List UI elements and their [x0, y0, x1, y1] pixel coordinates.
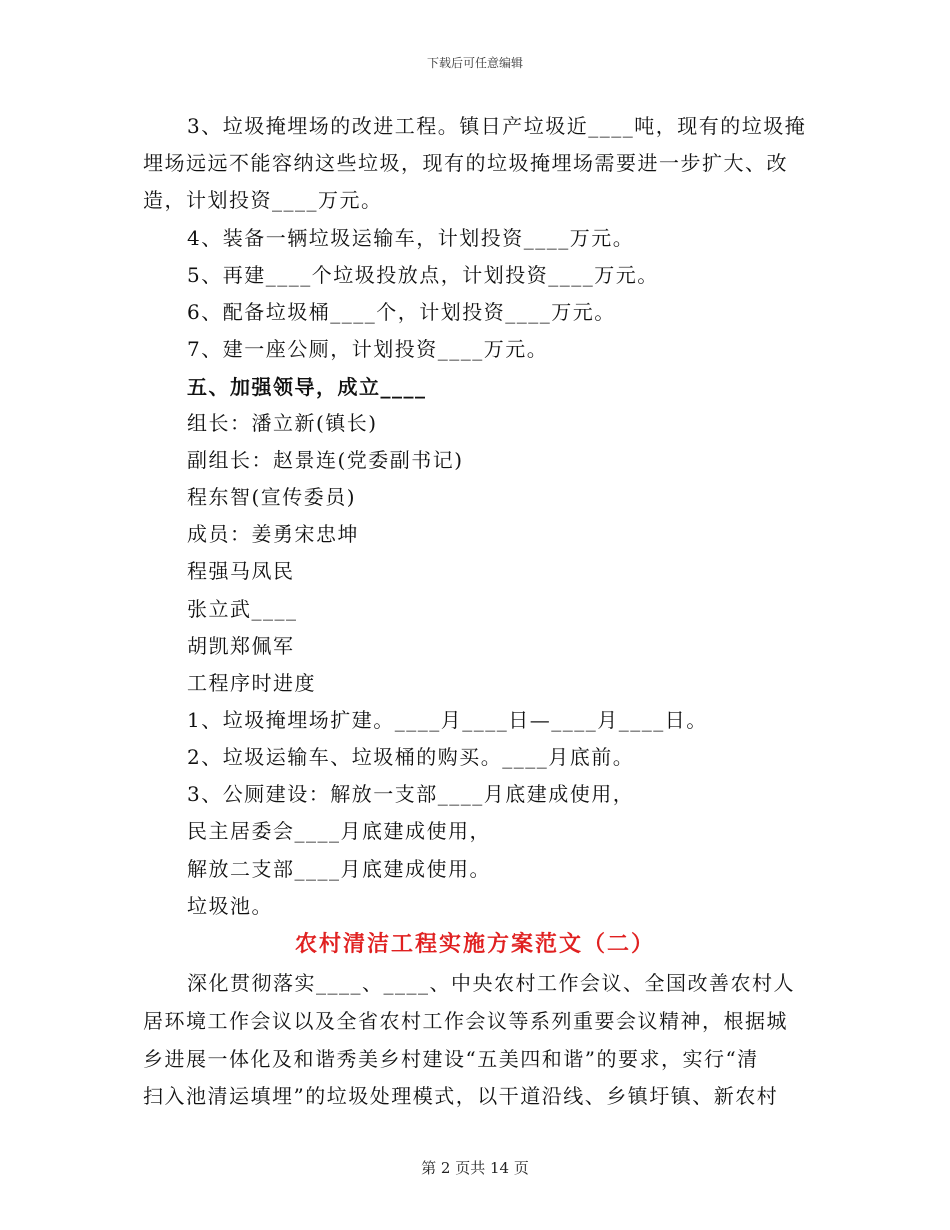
body-line: 民主居委会____月底建成使用， [187, 819, 491, 843]
paragraph-line: 乡进展一体化及和谐秀美乡村建设“五美四和谐”的要求，实行“清 [143, 1047, 759, 1071]
body-line: 1、垃圾掩埋场扩建。____月____日—____月____日。 [187, 708, 708, 732]
body-line: 7、建一座公厕，计划投资____万元。 [187, 337, 549, 361]
body-line: 6、配备垃圾桶____个，计划投资____万元。 [187, 300, 616, 324]
body-line: 3、公厕建设：解放一支部____月底建成使用， [187, 782, 635, 806]
paragraph-line: 居环境工作会议以及全省农村工作会议等系列重要会议精神，根据城 [143, 1009, 788, 1033]
body-line: 张立武____ [187, 597, 298, 621]
body-line: 5、再建____个垃圾投放点，计划投资____万元。 [187, 263, 659, 287]
body-line: 程东智(宣传委员) [187, 485, 357, 509]
body-line: 副组长：赵景连(党委副书记) [187, 448, 464, 472]
body-line: 解放二支部____月底建成使用。 [187, 857, 491, 881]
body-line: 组长：潘立新(镇长) [187, 411, 378, 435]
body-line: 4、装备一辆垃圾运输车，计划投资____万元。 [187, 226, 635, 250]
body-line: 造，计划投资____万元。 [143, 188, 383, 212]
paragraph-line: 深化贯彻落实____、____、中央农村工作会议、全国改善农村人 [187, 971, 795, 995]
body-line: 2、垃圾运输车、垃圾桶的购买。____月底前。 [187, 745, 635, 769]
body-line: 垃圾池。 [187, 894, 273, 918]
body-line: 工程序时进度 [187, 671, 316, 695]
paragraph-line: 扫入池清运填埋”的垃圾处理模式，以干道沿线、乡镇圩镇、新农村 [143, 1084, 779, 1108]
body-line: 成员：姜勇宋忠坤 [187, 522, 359, 546]
body-line: 胡凯郑佩军 [187, 634, 295, 658]
section-title: 农村清洁工程实施方案范文（二） [294, 931, 655, 957]
body-line: 程强马凤民 [187, 559, 295, 583]
page-footer: 第 2 页共 14 页 [421, 1159, 529, 1177]
body-line: 埋场远远不能容纳这些垃圾，现有的垃圾掩埋场需要进一步扩大、改 [143, 151, 788, 175]
section-heading: 五、加强领导，成立____ [187, 375, 427, 399]
body-line: 3、垃圾掩埋场的改进工程。镇日产垃圾近____吨，现有的垃圾掩 [187, 114, 807, 138]
page-header: 下载后可任意编辑 [426, 56, 523, 70]
